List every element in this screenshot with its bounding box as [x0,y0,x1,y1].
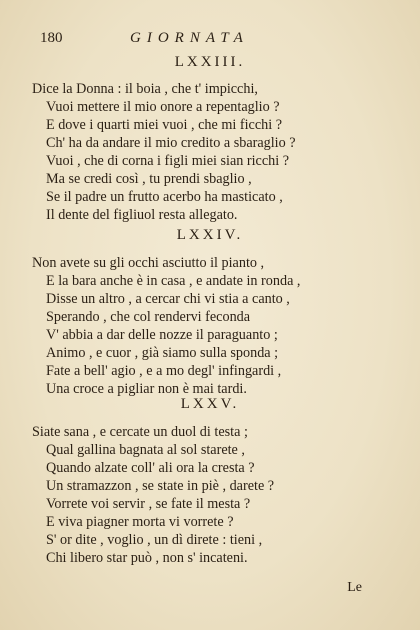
stanza [32,80,392,224]
verse-line: E la bara anche è in casa , e andate in ronda , [46,273,301,289]
verse-line: Fate a bell' agio , e a mo degl' infingardi , [46,363,282,379]
verse-line: Vuoi mettere il mio onore a repentaglio ? [46,99,280,115]
verse-line: S' or dite , voglio , un dì direte : tieni , [46,532,263,548]
verse-line: Disse un altro , a cercar chi vi stia a canto , [46,291,290,307]
verse-line: Non avete su gli occhi asciutto il pianto , [32,255,265,271]
catchword: Le [347,580,362,595]
verse-line: Se il padre un frutto acerbo ha masticato , [46,189,283,205]
verse-line: Quando alzate coll' ali ora la cresta ? [46,460,255,476]
stanza [32,423,392,567]
verse-line: Il dente del figliuol resta allegato. [46,207,238,223]
verse-line: Dice la Donna : il boia , che t' impicchi, [32,81,258,97]
verse-line: E viva piagner morta vi vorrete ? [46,514,234,530]
verse-line: Un stramazzon , se state in piè , darete ? [46,478,275,494]
verse-line: Vorrete voi servir , se fate il mesta ? [46,496,251,512]
verse-line: Sperando , che col rendervi feconda [46,309,251,325]
verse-line: V' abbia a dar delle nozze il paraguanto ; [46,327,278,343]
verse-line: Chi libero star può , non s' incateni. [46,550,248,566]
running-title: GIORNATA [130,30,249,46]
verse-line: Una croce a pigliar non è mai tardi. [46,381,247,397]
verse-line: Ma se credi così , tu prendi sbaglio , [46,171,252,187]
verse-line: Siate sana , e cercate un duol di testa ; [32,424,248,440]
verse-line: E dove i quarti miei vuoi , che mi ficchi ? [46,117,282,133]
verse-line: Ch' ha da andare il mio credito a sbaraglio ? [46,135,296,151]
verse-line: Vuoi , che di corna i figli miei sian ricchi ? [46,153,290,169]
page-number: 180 [40,30,63,46]
stanza [32,254,392,398]
stanza-heading: LXXIV. [176,227,244,243]
verse-line: Animo , e cuor , già siamo sulla sponda ; [46,345,279,361]
stanza-heading: LXXV. [180,396,240,412]
verse-line: Qual gallina bagnata al sol starete , [46,442,245,458]
page-header [40,30,370,52]
stanza-heading: LXXIII. [174,54,246,70]
